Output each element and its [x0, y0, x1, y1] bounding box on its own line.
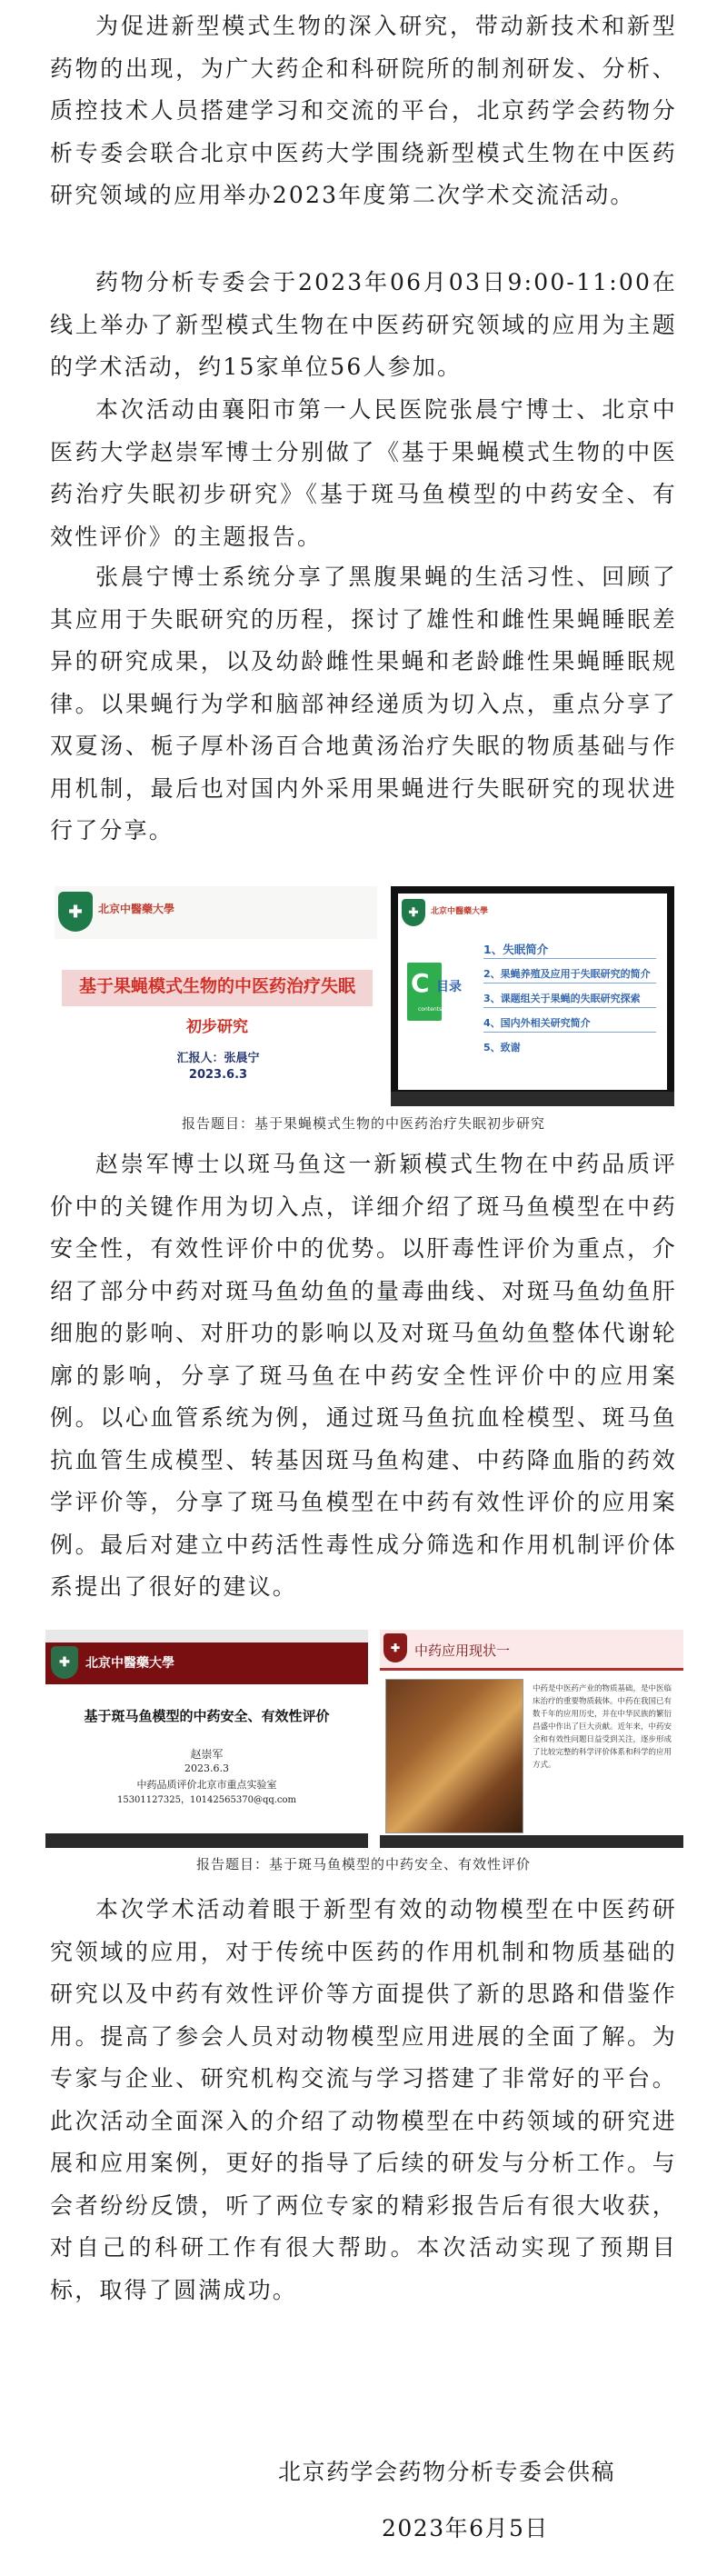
figure2-left-lab: 中药品质评价北京市重点实验室 — [136, 1779, 277, 1791]
paragraph-event-info: 药物分析专委会于2023年06月03日9:00-11:00在线上举办了新型模式生物在中医药研究领域的应用为主题的学术活动，约15家单位56人参加。 — [50, 269, 677, 380]
figure2-left-author: 赵崇军 — [190, 1748, 224, 1761]
figure2-right-heading: 中药应用现状一 — [414, 1642, 511, 1659]
figure2-caption: 报告题目：基于斑马鱼模型的中药安全、有效性评价 — [195, 1856, 531, 1872]
signoff-date: 2023年6月5日 — [382, 2515, 549, 2541]
figure1-right-school: 北京中醫藥大學 — [431, 907, 489, 916]
toc-item: 2、果蝇养殖及应用于失眠研究的简介 — [483, 968, 651, 980]
figure1-right-screen — [391, 886, 674, 1106]
figure1-left-title-1: 基于果蝇模式生物的中医药治疗失眠 — [78, 976, 355, 996]
university-logo-icon: ✚ — [51, 1646, 78, 1679]
figure2-right-slide — [380, 1630, 683, 1848]
taskbar — [391, 1092, 674, 1106]
university-logo-icon: ✚ — [58, 892, 93, 932]
figure2-left-contact: 15301127325，10142565370@qq.com — [116, 1795, 297, 1805]
university-logo-icon: ✚ — [402, 899, 425, 926]
paragraph-zhang-report: 张晨宁博士系统分享了黑腹果蝇的生活习性、回顾了其应用于失眠研究的历程，探讨了雄性和雌性果蝇睡眠差异的研究成果，以及幼龄雌性果蝇和老龄雌性果蝇睡眠规律。以果蝇行为学和脑部神经递质为切入点，重点分享了双夏汤、栀子厚朴汤百合地黄汤治疗失眠的物质基础与作用机制，最后也对国内外采用果蝇进行失眠研究的现状进行了分享。 — [50, 564, 677, 844]
paragraph-zhao-report: 赵崇军博士以斑马鱼这一新颖模式生物在中药品质评价中的关键作用为切入点，详细介绍了斑马鱼模型在中药安全性，有效性评价中的优势。以肝毒性评价为重点，介绍了部分中药对斑马鱼幼鱼的量毒曲线、对斑马鱼幼鱼肝细胞的影响、对肝功的影响以及对斑马鱼幼鱼整体代谢轮廓的影响，分享了斑马鱼在中药安全性评价中的应用案例。以心血管系统为例，通过斑马鱼抗血栓模型、斑马鱼抗血管生成模型、转基因斑马鱼构建、中药降血脂的药效学评价等，分享了斑马鱼模型在中药有效性评价的应用案例。最后对建立中药活性毒性成分筛选和作用机制评价体系提出了很好的建议。 — [50, 1151, 677, 1600]
toc-divider — [483, 1007, 656, 1008]
toc-letter: C — [411, 968, 430, 998]
paragraph-speakers: 本次活动由襄阳市第一人民医院张晨宁博士、北京中医药大学赵崇军博士分别做了《基于果蝇模式生物的中医药治疗失眠初步研究》《基于斑马鱼模型的中药安全、有效性评价》的主题报告。 — [50, 396, 677, 550]
toc-item: 5、致谢 — [483, 1042, 521, 1053]
toc-divider — [483, 1032, 656, 1033]
toc-word: 目录 — [436, 980, 462, 994]
toc-divider — [483, 958, 656, 959]
figure1-caption: 报告题目：基于果蝇模式生物的中医药治疗失眠初步研究 — [181, 1115, 545, 1132]
paragraph-intro: 为促进新型模式生物的深入研究，带动新技术和新型药物的出现，为广大药企和科研院所的制剂研发、分析、质控技术人员搭建学习和交流的平台，北京药学会药物分析专委会联合北京中医药大学围绕新型模式生物在中医药研究领域的应用举办2023年度第二次学术交流活动。 — [50, 13, 677, 208]
herbal-medicine-image — [385, 1679, 523, 1833]
toc-item: 3、课题组关于果蝇的失眠研究探索 — [483, 993, 641, 1004]
taskbar — [380, 1835, 683, 1848]
taskbar — [45, 1833, 368, 1848]
university-logo-icon: ✚ — [383, 1633, 407, 1662]
figure1-left-title-2: 初步研究 — [186, 1018, 248, 1036]
toc-sub: contents — [418, 1006, 443, 1013]
figure1-left-reporter: 汇报人：张晨宁 — [176, 1052, 260, 1065]
figure1-right-slide — [398, 894, 667, 1090]
signoff-org: 北京药学会药物分析专委会供稿 — [278, 2459, 616, 2485]
figure2-left-school: 北京中醫藥大學 — [85, 1656, 174, 1671]
figure1-left-school: 北京中醫藥大學 — [98, 903, 175, 915]
toc-item: 4、国内外相关研究简介 — [483, 1017, 591, 1029]
figure2-left-title: 基于斑马鱼模型的中药安全、有效性评价 — [84, 1708, 330, 1724]
figure2-right-body: 中药是中医药产业的物质基础，是中医临床治疗的重要物质载体。中药在我国已有数千年的应用历史，并在中华民族的繁衍昌盛中作出了巨大贡献。近年来，中药安全和有效性问题日益受到关注，逐步形成了比较完整的科学评价体系和科学的应用方式。 — [533, 1684, 672, 1770]
toc-item: 1、失眠简介 — [483, 943, 549, 956]
figure1-left-slide — [55, 886, 377, 1106]
figure2-left-date: 2023.6.3 — [184, 1762, 229, 1774]
figure2-left-slide — [45, 1630, 368, 1848]
paragraph-conclusion: 本次学术活动着眼于新型有效的动物模型在中医药研究领域的应用，对于传统中医药的作用机制和物质基础的研究以及中药有效性评价等方面提供了新的思路和借鉴作用。提高了参会人员对动物模型应用进展的全面了解。为专家与企业、研究机构交流与学习搭建了非常好的平台。此次活动全面深入的介绍了动物模型在中药领域的研究进展和应用案例，更好的指导了后续的研发与分析工作。与会者纷纷反馈，听了两位专家的精彩报告后有很大收获，对自己的科研工作有很大帮助。本次活动实现了预期目标，取得了圆满成功。 — [50, 1896, 677, 2303]
figure1-left-date: 2023.6.3 — [188, 1068, 248, 1082]
